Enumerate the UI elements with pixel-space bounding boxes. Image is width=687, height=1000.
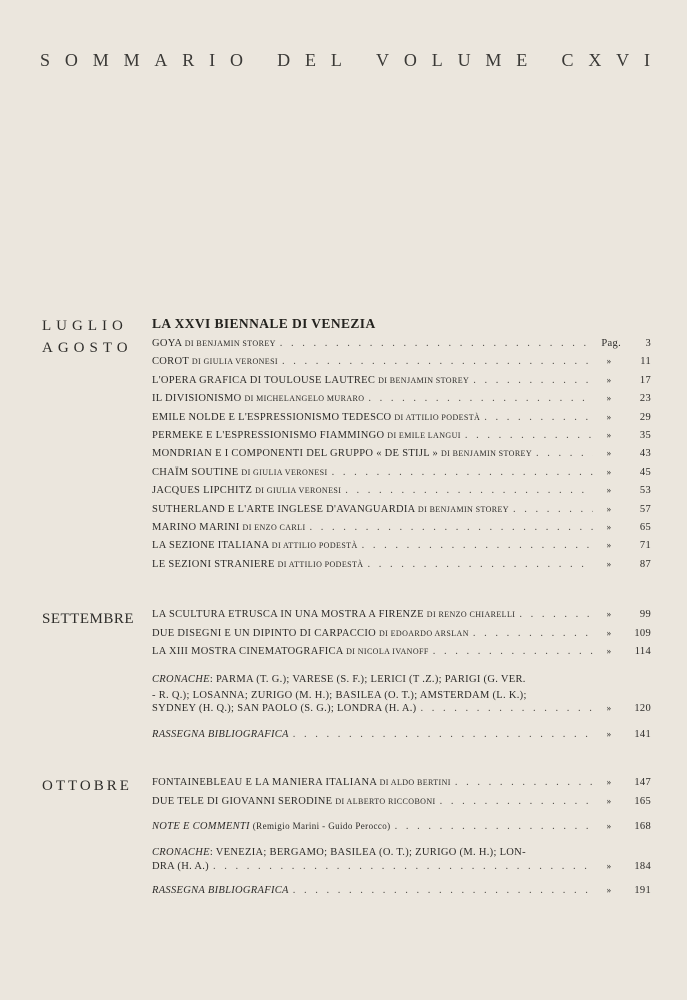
ditto-mark: » bbox=[606, 558, 612, 569]
leader-dots bbox=[395, 821, 593, 832]
entry-title: IL DIVISIONISMO bbox=[152, 393, 242, 405]
leader-dots bbox=[420, 703, 593, 714]
entry-title: JACQUES LIPCHITZ bbox=[152, 485, 253, 497]
entry-author: DI BENJAMIN STOREY bbox=[378, 375, 470, 385]
title-gap bbox=[258, 50, 263, 71]
entry-author: DI ALDO BERTINI bbox=[379, 778, 451, 787]
entry-author: DI NICOLA IVANOFF bbox=[346, 647, 429, 656]
page-number: 141 bbox=[634, 729, 651, 740]
page-number: 29 bbox=[639, 411, 651, 423]
title-letter: A bbox=[154, 50, 168, 70]
page-number: 147 bbox=[634, 777, 651, 788]
cronache-text: : PARMA (T. G.); VARESE (S. F.); LERICI (T .Z.); PARIGI (G. VER. bbox=[209, 674, 526, 685]
page-number: 45 bbox=[639, 466, 651, 478]
page-number: 71 bbox=[639, 540, 651, 552]
page-number: 87 bbox=[639, 558, 651, 570]
entry-author: DI EDOARDO ARSLAN bbox=[378, 628, 469, 638]
toc-entry bbox=[152, 504, 651, 522]
ditto-mark: » bbox=[606, 821, 612, 831]
page-number: 191 bbox=[634, 885, 651, 896]
title-letter: S bbox=[40, 50, 51, 70]
title-letter: V bbox=[376, 50, 390, 70]
pag-label: Pag. bbox=[601, 338, 621, 349]
entry-title: LE SEZIONI STRANIERE bbox=[152, 558, 275, 570]
title-letter: C bbox=[561, 50, 574, 70]
ditto-mark: » bbox=[606, 777, 612, 787]
leader-dots bbox=[282, 356, 593, 367]
entry-author: DI EMILE LANGUI bbox=[387, 431, 461, 440]
leader-dots bbox=[280, 338, 593, 349]
cronache-text: - R. Q.); LOSANNA; ZURIGO (M. H.); BASILEA (O. T.); AMSTERDAM (L. K.); bbox=[152, 690, 527, 701]
ditto-mark: » bbox=[606, 466, 612, 477]
ditto-mark: » bbox=[606, 522, 612, 532]
entry-author: DI ATTILIO PODESTÀ bbox=[271, 541, 358, 551]
page-number: 11 bbox=[640, 356, 651, 368]
toc-entry bbox=[152, 485, 651, 503]
page-title bbox=[40, 50, 650, 71]
leader-dots bbox=[213, 861, 593, 872]
title-letter: O bbox=[403, 50, 417, 70]
toc-entry bbox=[152, 522, 651, 540]
leader-dots bbox=[536, 448, 593, 459]
entry-author: DI ATTILIO PODESTÀ bbox=[394, 412, 481, 422]
page-number: 35 bbox=[639, 430, 651, 441]
leader-dots bbox=[367, 559, 593, 570]
toc-entry bbox=[152, 356, 651, 374]
ditto-mark: » bbox=[606, 374, 612, 385]
entry-title: DUE TELE DI GIOVANNI SERODINE bbox=[152, 795, 333, 807]
leader-dots bbox=[455, 777, 593, 788]
toc-entry bbox=[152, 628, 651, 646]
title-letter: M bbox=[123, 50, 140, 70]
ditto-mark: » bbox=[606, 729, 612, 739]
cronache-text: SYDNEY (H. Q.); SAN PAOLO (S. G.); LONDRA (H. A.) bbox=[152, 703, 417, 714]
ditto-mark: » bbox=[606, 393, 612, 404]
page-number: 17 bbox=[639, 374, 651, 386]
title-letter: M bbox=[92, 50, 109, 70]
toc-entry bbox=[152, 375, 651, 393]
cronache-line-2 bbox=[152, 690, 651, 701]
month-settembre: SETTEMBRE bbox=[42, 611, 135, 627]
ditto-mark: » bbox=[606, 485, 612, 496]
leader-dots bbox=[473, 375, 593, 386]
page-number: 23 bbox=[639, 393, 651, 405]
leader-dots bbox=[465, 430, 593, 441]
entry-title: COROT bbox=[152, 356, 189, 368]
ditto-mark: » bbox=[606, 356, 612, 367]
ditto-mark: » bbox=[606, 885, 612, 895]
title-letter: X bbox=[588, 50, 602, 70]
ditto-mark: » bbox=[606, 430, 612, 440]
entry-title: DUE DISEGNI E UN DIPINTO DI CARPACCIO bbox=[152, 627, 377, 639]
entry-author: DI BENJAMIN STOREY bbox=[184, 339, 276, 348]
title-letter: I bbox=[209, 50, 216, 70]
entry-title: NOTE E COMMENTI bbox=[152, 821, 250, 832]
leader-dots bbox=[293, 885, 593, 896]
section-heading: LA XXVI BIENNALE DI VENEZIA bbox=[152, 316, 376, 331]
entry-title: LA XIII MOSTRA CINEMATOGRAFICA bbox=[152, 646, 344, 657]
page-number: 184 bbox=[634, 861, 651, 872]
entry-author: DI GIULIA VERONESI bbox=[241, 467, 328, 477]
cronache-label: CRONACHE bbox=[152, 847, 210, 858]
ditto-mark: » bbox=[606, 411, 612, 422]
page-number: 99 bbox=[639, 609, 651, 620]
toc-entry bbox=[152, 729, 651, 747]
ditto-mark: » bbox=[606, 503, 612, 514]
entry-author: DI ENZO CARLI bbox=[242, 523, 306, 532]
toc-entry bbox=[152, 430, 651, 448]
leader-dots bbox=[440, 796, 593, 807]
cronache-line-1 bbox=[152, 847, 651, 858]
page-number: 165 bbox=[634, 795, 651, 807]
entry-title: CHAÏM SOUTINE bbox=[152, 466, 239, 478]
toc-entry bbox=[152, 703, 651, 721]
title-letter: D bbox=[277, 50, 291, 70]
toc-entry bbox=[152, 448, 651, 466]
ditto-mark: » bbox=[606, 540, 612, 551]
ditto-mark: » bbox=[606, 448, 612, 459]
title-letter: I bbox=[644, 50, 650, 70]
month-agosto: AGOSTO bbox=[42, 340, 133, 356]
ditto-mark: » bbox=[606, 609, 612, 619]
toc-entry bbox=[152, 885, 651, 903]
entry-title: MARINO MARINI bbox=[152, 522, 240, 533]
page-number: 57 bbox=[639, 503, 651, 515]
toc-entry bbox=[152, 467, 651, 485]
cronache-label: CRONACHE bbox=[152, 674, 210, 685]
ditto-mark: » bbox=[606, 795, 612, 806]
page-number: 114 bbox=[634, 646, 651, 657]
toc-entry bbox=[152, 393, 651, 411]
title-letter: O bbox=[229, 50, 243, 70]
toc-entry bbox=[152, 338, 651, 356]
title-letter: M bbox=[485, 50, 502, 70]
page-number: 3 bbox=[645, 338, 651, 349]
entry-title: MONDRIAN E I COMPONENTI DEL GRUPPO « DE STIJL » bbox=[152, 448, 439, 460]
entry-title: RASSEGNA BIBLIOGRAFICA bbox=[152, 885, 289, 896]
toc-entry bbox=[152, 559, 651, 577]
leader-dots bbox=[345, 485, 593, 496]
toc-entry bbox=[152, 821, 651, 839]
title-letter: R bbox=[182, 50, 195, 70]
toc-entry bbox=[152, 796, 651, 814]
leader-dots bbox=[513, 504, 593, 515]
entry-author: (Remigio Marini - Guido Perocco) bbox=[252, 821, 391, 831]
entry-title: LA SEZIONE ITALIANA bbox=[152, 540, 269, 552]
page-number: 53 bbox=[639, 485, 651, 497]
title-letter: U bbox=[457, 50, 471, 70]
entry-author: DI ALBERTO RICCOBONI bbox=[335, 796, 436, 806]
page-number: 109 bbox=[634, 627, 651, 639]
leader-dots bbox=[473, 628, 593, 639]
month-ottobre: OTTOBRE bbox=[42, 778, 132, 794]
cronache-text: DRA (H. A.) bbox=[152, 861, 209, 872]
ditto-mark: » bbox=[606, 627, 612, 638]
entry-author: DI GIULIA VERONESI bbox=[191, 357, 279, 367]
entry-title: PERMEKE E L'ESPRESSIONISMO FIAMMINGO bbox=[152, 430, 385, 441]
ditto-mark: » bbox=[606, 646, 612, 656]
entry-author: DI RENZO CHIARELLI bbox=[426, 610, 516, 619]
leader-dots bbox=[368, 393, 593, 404]
entry-title: RASSEGNA BIBLIOGRAFICA bbox=[152, 729, 289, 740]
title-letter: O bbox=[64, 50, 78, 70]
entry-title: GOYA bbox=[152, 338, 182, 349]
leader-dots bbox=[332, 467, 593, 478]
page-number: 43 bbox=[639, 448, 651, 460]
leader-dots bbox=[519, 609, 593, 620]
entry-title: SUTHERLAND E L'ARTE INGLESE D'AVANGUARDIA bbox=[152, 503, 415, 515]
month-luglio: LUGLIO bbox=[42, 318, 128, 334]
leader-dots bbox=[293, 729, 593, 740]
entry-author: DI BENJAMIN STOREY bbox=[440, 449, 533, 459]
leader-dots bbox=[362, 540, 593, 551]
title-letter: E bbox=[305, 50, 316, 70]
title-gap bbox=[542, 50, 547, 71]
page-number: 120 bbox=[634, 703, 651, 714]
cronache-line-1 bbox=[152, 674, 651, 685]
page-number: 168 bbox=[634, 821, 651, 832]
entry-title: LA SCULTURA ETRUSCA IN UNA MOSTRA A FIRENZE bbox=[152, 609, 424, 620]
ditto-mark: » bbox=[606, 703, 612, 713]
entry-title: FONTAINEBLEAU E LA MANIERA ITALIANA bbox=[152, 777, 377, 788]
toc-entry bbox=[152, 646, 651, 664]
leader-dots bbox=[433, 646, 593, 657]
title-letter: L bbox=[330, 50, 342, 70]
leader-dots bbox=[484, 412, 593, 423]
entry-author: DI ATTILIO PODESTÀ bbox=[277, 559, 364, 569]
toc-entry bbox=[152, 540, 651, 558]
toc-entry bbox=[152, 861, 651, 879]
leader-dots bbox=[310, 522, 593, 533]
title-letter: L bbox=[431, 50, 443, 70]
entry-title: EMILE NOLDE E L'ESPRESSIONISMO TEDESCO bbox=[152, 411, 392, 423]
page-number: 65 bbox=[639, 522, 651, 533]
title-letter: E bbox=[516, 50, 528, 70]
entry-title: L'OPERA GRAFICA DI TOULOUSE LAUTREC bbox=[152, 374, 376, 386]
entry-author: DI GIULIA VERONESI bbox=[255, 486, 342, 496]
cronache-text: : VENEZIA; BERGAMO; BASILEA (O. T.); ZURIGO (M. H.); LON- bbox=[209, 847, 526, 858]
toc-entry bbox=[152, 777, 651, 795]
toc-entry bbox=[152, 412, 651, 430]
entry-author: DI BENJAMIN STOREY bbox=[417, 504, 509, 514]
toc-entry bbox=[152, 609, 651, 627]
title-gap bbox=[357, 50, 362, 71]
title-letter: V bbox=[616, 50, 630, 70]
entry-author: DI MICHELANGELO MURARO bbox=[244, 394, 365, 404]
ditto-mark: » bbox=[606, 861, 612, 871]
